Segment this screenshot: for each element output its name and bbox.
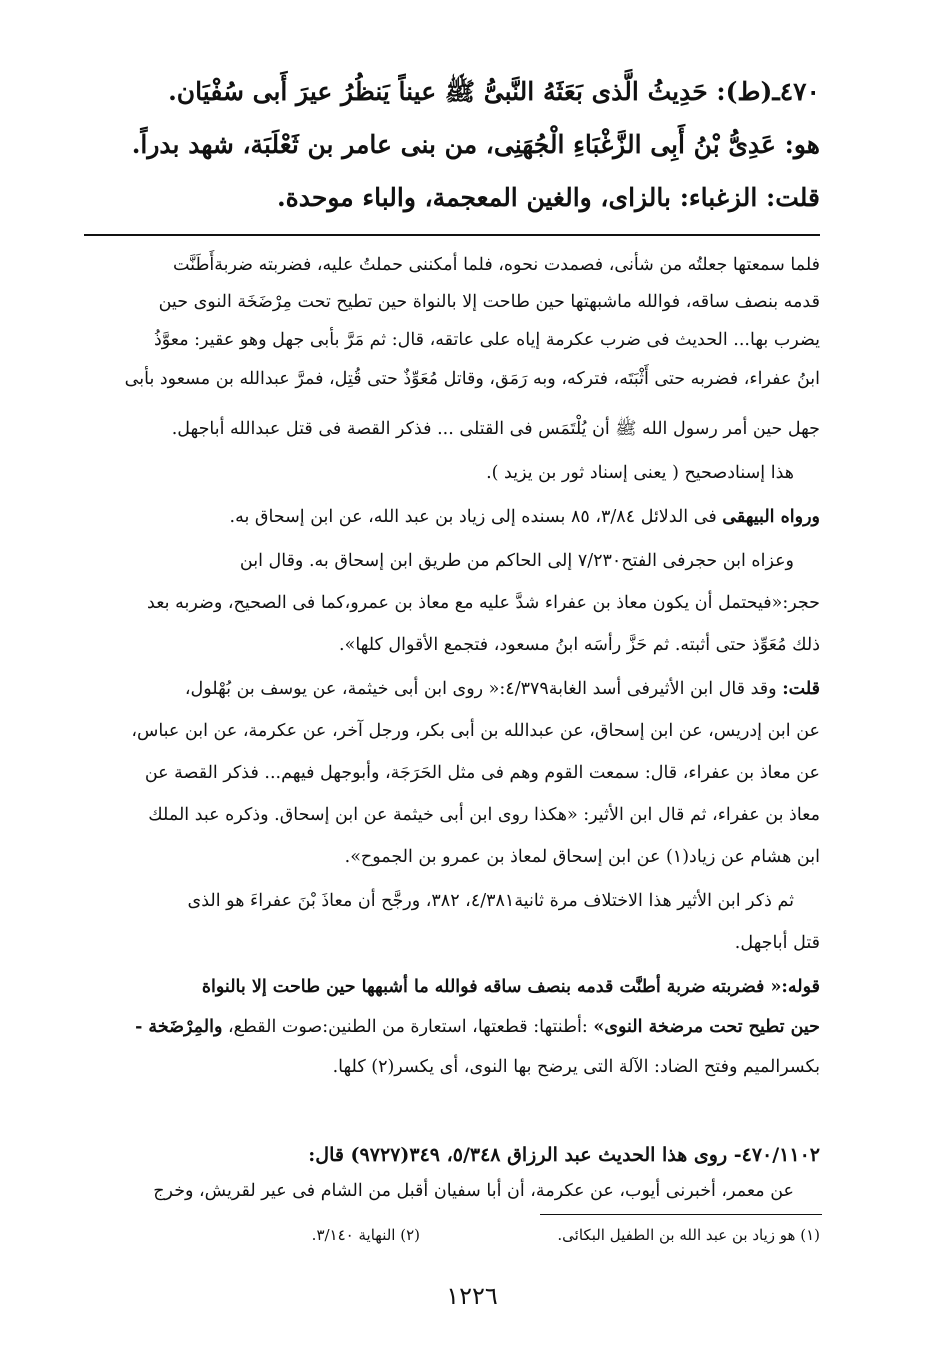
body-line: يضرب بها... الحديث فى ضرب عكرمة إياه على عاتقه، قال: ثم مَرَّ بأبى جهل وهو عقير: معوَّذُ <box>153 330 820 350</box>
body-line: ثم ذكر ابن الأثير هذا الاختلاف مرة ثانية٤/٣٨١، ٣٨٢، ورجَّح أن معاذَ بْنَ عفراءَ هو الذى <box>187 891 794 911</box>
body-line: قدمه بنصف ساقه، فوالله ماشبهتها حين طاحت إلا بالنواة حين تطيح تحت مِرْضَخَة النوى حين <box>158 292 820 312</box>
body-line: ذلك مُعَوِّذ حتى أثبته. ثم حَزَّ رأسَه ابنُ مسعود، فتجمع الأقوال كلها». <box>339 635 820 655</box>
body-line: عن ابن إدريس، عن ابن إسحاق، عن عبدالله بن أبى بكر، ورجل آخر، عن عكرمة، عن ابن عباس، <box>131 721 820 741</box>
hadith-number-line: ٤٧٠/١١٠٢- روى هذا الحديث عبد الرزاق ٥/٣٤٨، ٣٤٩(٩٧٢٧) قال: <box>308 1144 820 1166</box>
footnote-divider <box>540 1214 822 1215</box>
body-line: قلت: وقد قال ابن الأثيرفى أسد الغابة٤/٣٧٩:« روى ابن أبى خيثمة، عن يوسف بن بُهْلول، <box>184 679 820 699</box>
quote-line: قوله:« فضربته ضربة أطنَّت قدمه بنصف ساقه فوالله ما أشبهها حين طاحت إلا بالنواة <box>201 977 820 997</box>
body-line: ابن هشام عن زياد(١) عن ابن إسحاق لمعاذ بن عمرو بن الجموح». <box>344 847 820 867</box>
header-divider <box>84 234 820 236</box>
body-line: جهل حين أمر رسول الله ﷺ أن يُلْتَمَس فى القتلى ... فذكر القصة فى قتل عبدالله أباجهل. <box>171 419 820 439</box>
body-line: حجر:«فيحتمل أن يكون معاذ بن عفراء شدَّ عليه مع معاذ بن عمرو،كما فى الصحيح، وضربه بعد <box>147 593 820 613</box>
body-line: بكسرالميم وفتح الضاد: الآلة التى يرضح بها النوى، أى يكسر(٢) كلها. <box>332 1057 820 1077</box>
body-line: معاذ بن عفراء، ثم قال ابن الأثير: «هكذا روى ابن أبى خيثمة عن ابن إسحاق. وذكره عبد الملك <box>148 805 820 825</box>
body-line: عن معاذ بن عفراء، قال: سمعت القوم وهم فى مثل الحَرَجَة، وأبوجهل فيهم... فذكر القصة عن <box>144 763 820 783</box>
body-line: هذا إسنادصحيح ( يعنى إسناد ثور بن يزيد ). <box>486 463 794 483</box>
source-name: ورواه البيهقى <box>722 507 820 527</box>
narrator-line: هو: عَدِىُّ بْنُ أَبِى الزَّغْبَاءِ الْجُهَنِى، من بنى عامر بن ثَعْلَبَة، شهد بدراً. <box>131 130 820 159</box>
hadith-heading: ٤٧٠ـ(ط): حَدِيثُ الَّذى بَعَثَهُ النَّبىُّ ﷺ عيناً يَنظُرُ عيرَ أَبى سُفْيَان. <box>168 77 820 106</box>
footnote-1: (١) هو زياد بن عبد الله بن الطفيل البكائى. <box>557 1226 820 1244</box>
page-number: ١٢٢٦ <box>446 1282 498 1310</box>
body-line: وعزاه ابن حجرفى الفتح٧/٢٣٠ إلى الحاكم من طريق ابن إسحاق به. وقال ابن <box>239 551 794 571</box>
qultu-label: قلت: <box>782 679 820 699</box>
body-line: ابنُ عفراء، فضربه حتى أَثْبَتَه، فتركه، وبه رَمَق، وقاتل مُعَوِّذٌ حتى قُتِل، فمرَّ عبدالله بن مسعود بأبى <box>124 369 820 389</box>
note-line: قلت: الزغباء: بالزاى، والغين المعجمة، والباء موحدة. <box>276 183 820 212</box>
body-line: ورواه البيهقى فى الدلائل ٣/٨٤، ٨٥ بسنده إلى زياد بن عبد الله، عن ابن إسحاق به. <box>229 507 820 527</box>
body-line: حين تطيح تحت مرضخة النوى» :أطنتها: قطعتها، استعارة من الطنين:صوت القطع، والمِرْضَخة - <box>135 1017 820 1037</box>
body-line: قتل أباجهل. <box>734 933 820 953</box>
body-line: عن معمر، أخبرنى أيوب، عن عكرمة، أن أبا سفيان أقبل من الشام فى عير لقريش، وخرج <box>153 1181 794 1201</box>
footnote-2: (٢) النهاية ٣/١٤٠. <box>311 1226 420 1244</box>
body-line: فلما سمعتها جعلتُه من شأنى، فصمدت نحوه، فلما أمكننى حملتُ عليه، فضربته ضربةأَطَنَّت <box>173 255 820 275</box>
